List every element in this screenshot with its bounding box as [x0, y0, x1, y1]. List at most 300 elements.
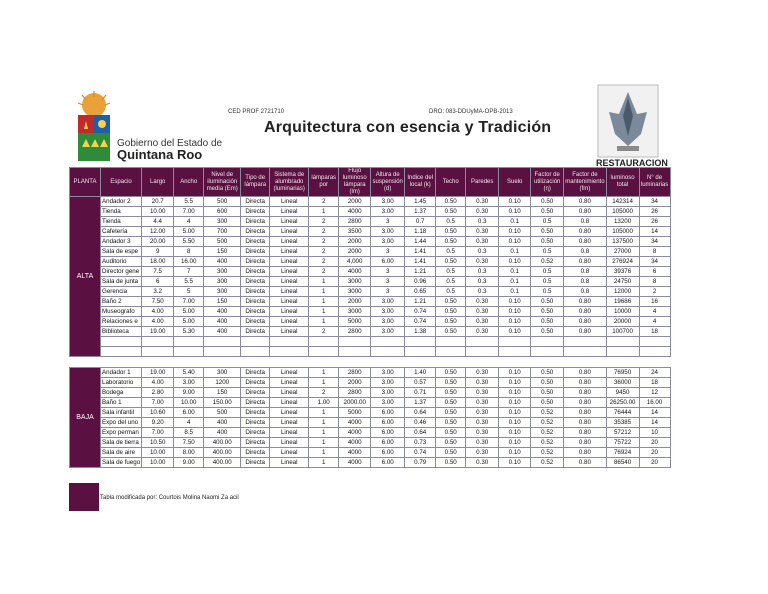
table-cell: 3.00 [174, 378, 204, 388]
col-largo: Largo [142, 168, 174, 197]
table-row [70, 458, 671, 468]
section-gap [70, 357, 671, 368]
table-row [70, 197, 671, 207]
table-cell: 5000 [339, 408, 371, 418]
table-cell: 4,000 [339, 257, 371, 267]
table-cell: 26 [639, 217, 670, 227]
table-cell: 20 [639, 458, 670, 468]
table-cell: 3 [371, 287, 405, 297]
table-cell: Sala de fuego [102, 459, 141, 466]
table-cell: 34 [639, 197, 670, 207]
table-cell: 0.10 [499, 227, 531, 237]
empty-cell [531, 347, 564, 357]
table-cell: 0.10 [499, 207, 531, 217]
table-cell: 0.80 [564, 307, 606, 317]
table-cell: Lineal [270, 197, 309, 207]
table-cell: 3.00 [371, 388, 405, 398]
government-name [117, 138, 222, 160]
table-cell: 26250.00 [606, 398, 639, 408]
table-cell: 2 [309, 197, 339, 207]
table-row [70, 378, 671, 388]
table-cell: Biblioteca [101, 327, 142, 337]
table-cell: 10.00 [142, 207, 174, 217]
table-cell: 0.80 [564, 227, 606, 237]
table-cell: 5.00 [174, 307, 204, 317]
table-cell: 0.50 [531, 368, 564, 378]
table-cell: 0.1 [499, 217, 531, 227]
table-cell: 0.5 [531, 247, 564, 257]
table-cell: 1.18 [405, 227, 436, 237]
table-cell: 57212 [606, 428, 639, 438]
table-cell: 6.00 [371, 257, 405, 267]
empty-cell [174, 337, 204, 347]
table-cell: 0.50 [531, 327, 564, 337]
table-cell: Sala de aire [101, 448, 142, 458]
table-cell: Andador 2 [101, 197, 142, 207]
table-cell: 0.52 [531, 458, 564, 468]
table-cell: Sala de espe [101, 247, 142, 257]
table-cell: 24750 [606, 277, 639, 287]
table-cell: 1.41 [405, 257, 436, 267]
table-cell: Lineal [270, 237, 309, 247]
table-cell: 20000 [606, 317, 639, 327]
table-cell: 0.50 [436, 197, 466, 207]
table-cell: 0.5 [436, 287, 466, 297]
empty-cell [309, 337, 339, 347]
table-cell: 0.30 [466, 207, 499, 217]
table-cell: 0.50 [436, 458, 466, 468]
table-cell: 0.52 [531, 408, 564, 418]
table-cell: 0.80 [564, 368, 606, 378]
table-cell: 0.80 [564, 398, 606, 408]
table-cell: 1 [309, 408, 339, 418]
table-cell: 0.80 [564, 418, 606, 428]
table-cell: 0.80 [564, 438, 606, 448]
table-cell: 0.50 [436, 317, 466, 327]
table-cell: 2000 [339, 378, 371, 388]
table-cell: 0.10 [499, 368, 531, 378]
table-cell: 0.10 [499, 378, 531, 388]
table-cell: Directa [241, 257, 270, 267]
col-flujo: Flujo luminoso lámpara (lm) [339, 168, 371, 197]
gap-cell [499, 357, 531, 368]
col-altura: Altura de suspensión (d) [371, 168, 405, 197]
table-cell: 3 [371, 247, 405, 257]
table-cell: 3 [371, 267, 405, 277]
table-cell: 20 [639, 448, 670, 458]
footer-side-strip [69, 483, 99, 511]
table-cell: 19.00 [142, 327, 174, 337]
table-cell: 0.3 [466, 277, 499, 287]
table-cell: 0.80 [564, 207, 606, 217]
table-cell: Lineal [270, 438, 309, 448]
table-row [70, 257, 671, 267]
table-cell: 137500 [606, 237, 639, 247]
table-cell: Lineal [270, 418, 309, 428]
table-cell: 2800 [339, 388, 371, 398]
table-cell: 150 [204, 247, 241, 257]
table-cell: 400 [204, 317, 241, 327]
table-cell: 12.00 [142, 227, 174, 237]
table-row [70, 398, 671, 408]
table-cell: 0.96 [405, 277, 436, 287]
table-cell: 0.50 [436, 408, 466, 418]
table-cell: 8.00 [174, 448, 204, 458]
table-cell: Lineal [270, 287, 309, 297]
table-cell: Lineal [270, 207, 309, 217]
table-row [70, 448, 671, 458]
table-cell: 0.8 [564, 217, 606, 227]
table-cell: 1 [309, 317, 339, 327]
table-cell: 0.10 [499, 448, 531, 458]
table-cell: Directa [241, 267, 270, 277]
table-cell: 3000 [339, 307, 371, 317]
table-cell: Sala de tierra [101, 438, 142, 448]
empty-cell [466, 347, 499, 357]
table-cell: Tienda [101, 217, 142, 227]
table-cell: 4000 [339, 418, 371, 428]
table-cell: 1.00 [309, 398, 339, 408]
gap-cell [639, 357, 670, 368]
table-cell: 0.50 [531, 227, 564, 237]
table-cell: 0.73 [405, 438, 436, 448]
table-cell: 6.00 [371, 458, 405, 468]
table-cell: Lineal [270, 247, 309, 257]
table-cell: 1.41 [405, 247, 436, 257]
table-cell: 1.40 [405, 368, 436, 378]
table-cell: 4000 [339, 428, 371, 438]
table-cell: 18 [639, 327, 670, 337]
table-row [70, 297, 671, 307]
table-cell: 0.50 [436, 297, 466, 307]
empty-cell [270, 337, 309, 347]
table-cell: Directa [241, 227, 270, 237]
table-cell: 76924 [606, 448, 639, 458]
table-cell: 2 [309, 217, 339, 227]
table-cell: 500 [204, 197, 241, 207]
table-row [70, 287, 671, 297]
lighting-calculation-table [69, 167, 671, 468]
empty-cell [436, 337, 466, 347]
table-cell: 150 [204, 388, 241, 398]
table-cell: 5.30 [174, 327, 204, 337]
table-cell: 276924 [606, 257, 639, 267]
table-cell: 0.3 [466, 267, 499, 277]
table-cell: 5 [174, 287, 204, 297]
col-factor-mantenimiento: Factor de mantenimiento (fm) [564, 168, 606, 197]
table-cell: 0.3 [466, 217, 499, 227]
table-cell: 7.00 [174, 207, 204, 217]
table-cell: 5.5 [174, 197, 204, 207]
table-cell: 18 [639, 378, 670, 388]
table-cell: 0.65 [405, 287, 436, 297]
empty-cell [142, 337, 174, 347]
table-cell: 10.50 [142, 438, 174, 448]
table-cell: 12000 [606, 287, 639, 297]
table-cell: 7.50 [174, 438, 204, 448]
table-cell: 1 [309, 297, 339, 307]
table-cell: 1 [309, 368, 339, 378]
table-cell: 0.50 [436, 438, 466, 448]
table-cell: 0.30 [466, 378, 499, 388]
table-cell: 0.50 [531, 398, 564, 408]
table-cell: Directa [241, 207, 270, 217]
table-cell: 0.79 [405, 458, 436, 468]
table-cell: 0.1 [499, 287, 531, 297]
table-cell: Directa [241, 287, 270, 297]
table-cell: Lineal [270, 277, 309, 287]
table-cell: Gerencia [101, 287, 142, 297]
table-header-row [70, 168, 671, 197]
table-cell: Directa [241, 458, 270, 468]
table-cell: 0.5 [531, 277, 564, 287]
table-cell: 10 [639, 428, 670, 438]
col-espacio: Espacio [101, 168, 142, 197]
table-cell: 0.5 [436, 247, 466, 257]
table-cell: Lineal [270, 448, 309, 458]
table-cell: 39376 [606, 267, 639, 277]
table-cell: 0.30 [466, 438, 499, 448]
empty-cell [639, 347, 670, 357]
table-cell: 4000 [339, 438, 371, 448]
table-cell: Directa [241, 428, 270, 438]
alta-section [70, 197, 671, 368]
table-cell: 0.30 [466, 307, 499, 317]
table-cell: 1.37 [405, 398, 436, 408]
empty-cell [339, 347, 371, 357]
table-cell: 16 [639, 297, 670, 307]
table-cell: Auditorio [101, 257, 142, 267]
table-cell: 0.52 [531, 257, 564, 267]
table-cell: 0.30 [466, 418, 499, 428]
table-cell: 8.5 [174, 428, 204, 438]
table-cell: 0.50 [436, 418, 466, 428]
table-cell: Baño 1 [101, 398, 142, 408]
table-cell: 2000 [339, 247, 371, 257]
table-cell: 0.1 [499, 247, 531, 257]
table-cell: 3.00 [371, 378, 405, 388]
table-cell: 6.00 [371, 408, 405, 418]
table-cell: 0.7 [405, 217, 436, 227]
table-cell: 2800 [339, 217, 371, 227]
table-cell: 7 [174, 267, 204, 277]
table-cell: Lineal [270, 408, 309, 418]
table-cell: 1 [309, 378, 339, 388]
table-cell: Andador 1 [101, 368, 142, 378]
table-cell: 400.00 [204, 438, 241, 448]
table-cell: 0.50 [531, 297, 564, 307]
table-cell: 2 [309, 237, 339, 247]
table-cell: 0.50 [531, 378, 564, 388]
table-cell: 0.10 [499, 307, 531, 317]
table-cell: Directa [241, 217, 270, 227]
table-cell: 19686 [606, 297, 639, 307]
table-cell: 5.5 [174, 277, 204, 287]
empty-cell [371, 347, 405, 357]
gap-cell [241, 357, 270, 368]
table-cell: 0.52 [531, 418, 564, 428]
table-cell: Directa [241, 317, 270, 327]
table-cell: 6.00 [371, 428, 405, 438]
table-cell: Directa [241, 388, 270, 398]
table-cell: 3.00 [371, 207, 405, 217]
table-cell: 0.50 [436, 398, 466, 408]
table-cell: 4 [174, 418, 204, 428]
table-cell: 9450 [606, 388, 639, 398]
table-cell: 0.5 [531, 217, 564, 227]
gap-cell [204, 357, 241, 368]
table-row [70, 207, 671, 217]
table-cell: 400 [204, 327, 241, 337]
table-cell: 0.74 [405, 307, 436, 317]
table-cell: 1.38 [405, 327, 436, 337]
table-cell: 20.7 [142, 197, 174, 207]
table-cell: 150 [204, 297, 241, 307]
col-planta: PLANTA [70, 168, 101, 197]
footnote: Tabla modificada por: Courtois Molina Naomi Za acil [100, 495, 239, 501]
table-cell: 4.4 [142, 217, 174, 227]
table-cell: Museografo [101, 307, 142, 317]
table-cell: 0.10 [499, 388, 531, 398]
table-cell: 14 [639, 227, 670, 237]
empty-cell [606, 337, 639, 347]
table-cell: 1.21 [405, 267, 436, 277]
table-cell: 1.21 [405, 297, 436, 307]
table-cell: 0.3 [466, 247, 499, 257]
table-cell: Lineal [270, 227, 309, 237]
table-cell: 0.80 [564, 408, 606, 418]
table-cell: 0.30 [466, 327, 499, 337]
empty-cell [639, 337, 670, 347]
table-cell: 4 [174, 217, 204, 227]
table-cell: 16.00 [174, 257, 204, 267]
table-cell: 3 [371, 277, 405, 287]
col-tipo: Tipo de lámpara [241, 168, 270, 197]
table-cell: 86540 [606, 458, 639, 468]
table-cell: 0.10 [499, 418, 531, 428]
table-cell: 1.37 [405, 207, 436, 217]
table-cell: 19.00 [142, 368, 174, 378]
table-cell: 7.00 [174, 297, 204, 307]
table-cell: 0.30 [466, 388, 499, 398]
table-row [70, 227, 671, 237]
table-cell: 4000 [339, 448, 371, 458]
table-cell: 400 [204, 418, 241, 428]
table-cell: Lineal [270, 317, 309, 327]
table-cell: 10.00 [142, 448, 174, 458]
table-cell: 0.30 [466, 237, 499, 247]
table-cell: 13200 [606, 217, 639, 227]
table-row [70, 428, 671, 438]
table-cell: 300 [204, 267, 241, 277]
gap-cell [270, 357, 309, 368]
table-cell: 400 [204, 257, 241, 267]
table-cell: 4 [639, 307, 670, 317]
table-cell: 1 [309, 428, 339, 438]
table-cell: 9.00 [174, 458, 204, 468]
table-cell: 2 [309, 227, 339, 237]
empty-cell [564, 347, 606, 357]
table-cell: 6.00 [371, 438, 405, 448]
table-cell: 0.10 [499, 327, 531, 337]
table-cell: 27000 [606, 247, 639, 257]
empty-cell [309, 347, 339, 357]
table-cell: 0.30 [466, 398, 499, 408]
table-cell: 300 [204, 277, 241, 287]
table-cell: 1 [309, 307, 339, 317]
table-cell: 10.60 [142, 408, 174, 418]
table-cell: 300 [204, 287, 241, 297]
table-cell: 24 [639, 368, 670, 378]
table-cell: 1.45 [405, 197, 436, 207]
restoration-label: RESTAURACION [596, 158, 668, 168]
table-cell: 0.1 [499, 277, 531, 287]
table-cell: Bodega [101, 388, 142, 398]
table-cell: 7.00 [142, 428, 174, 438]
table-cell: 1.44 [405, 237, 436, 247]
table-cell: Director gene [101, 267, 142, 277]
table-cell: 0.10 [499, 237, 531, 247]
table-cell: 100700 [606, 327, 639, 337]
table-cell: 0.30 [466, 408, 499, 418]
table-cell: Cafetería [101, 227, 142, 237]
table-cell: 5.50 [174, 237, 204, 247]
table-cell: 300 [204, 217, 241, 227]
table-cell: 9.00 [174, 388, 204, 398]
dro-code: DRO: 083-DDUyMA-OPB-2013 [429, 109, 513, 115]
gap-cell [70, 357, 101, 368]
table-row [70, 317, 671, 327]
col-techo: Techo [436, 168, 466, 197]
table-cell: 0.8 [564, 287, 606, 297]
table-cell: 5000 [339, 317, 371, 327]
table-cell: 1 [309, 277, 339, 287]
table-cell: 0.30 [466, 257, 499, 267]
table-cell: 4.00 [142, 317, 174, 327]
table-cell: 6 [639, 267, 670, 277]
table-cell: 0.10 [499, 458, 531, 468]
table-cell: 0.74 [405, 448, 436, 458]
table-cell: 0.5 [436, 267, 466, 277]
table-cell: 0.80 [564, 448, 606, 458]
table-cell: 1 [309, 458, 339, 468]
empty-cell [204, 337, 241, 347]
table-cell: 2800 [339, 368, 371, 378]
table-cell: 3.00 [371, 307, 405, 317]
gap-cell [142, 357, 174, 368]
empty-cell [436, 347, 466, 357]
table-cell: 0.10 [499, 408, 531, 418]
table-cell: 2000 [339, 297, 371, 307]
table-cell: Lineal [270, 297, 309, 307]
table-cell: 2 [309, 388, 339, 398]
empty-cell [204, 347, 241, 357]
table-row [70, 277, 671, 287]
table-cell: 1 [309, 418, 339, 428]
col-ancho: Ancho [174, 168, 204, 197]
table-cell: Expo perman [101, 428, 142, 438]
table-cell: 12 [639, 388, 670, 398]
table-cell: 0.50 [531, 197, 564, 207]
table-cell: Directa [241, 368, 270, 378]
table-cell: 0.80 [564, 197, 606, 207]
table-cell: Directa [241, 327, 270, 337]
table-cell: Directa [241, 277, 270, 287]
col-num-luminarias: N° de luminarias [639, 168, 670, 197]
table-cell: 0.50 [531, 237, 564, 247]
empty-cell [142, 347, 174, 357]
gap-cell [466, 357, 499, 368]
